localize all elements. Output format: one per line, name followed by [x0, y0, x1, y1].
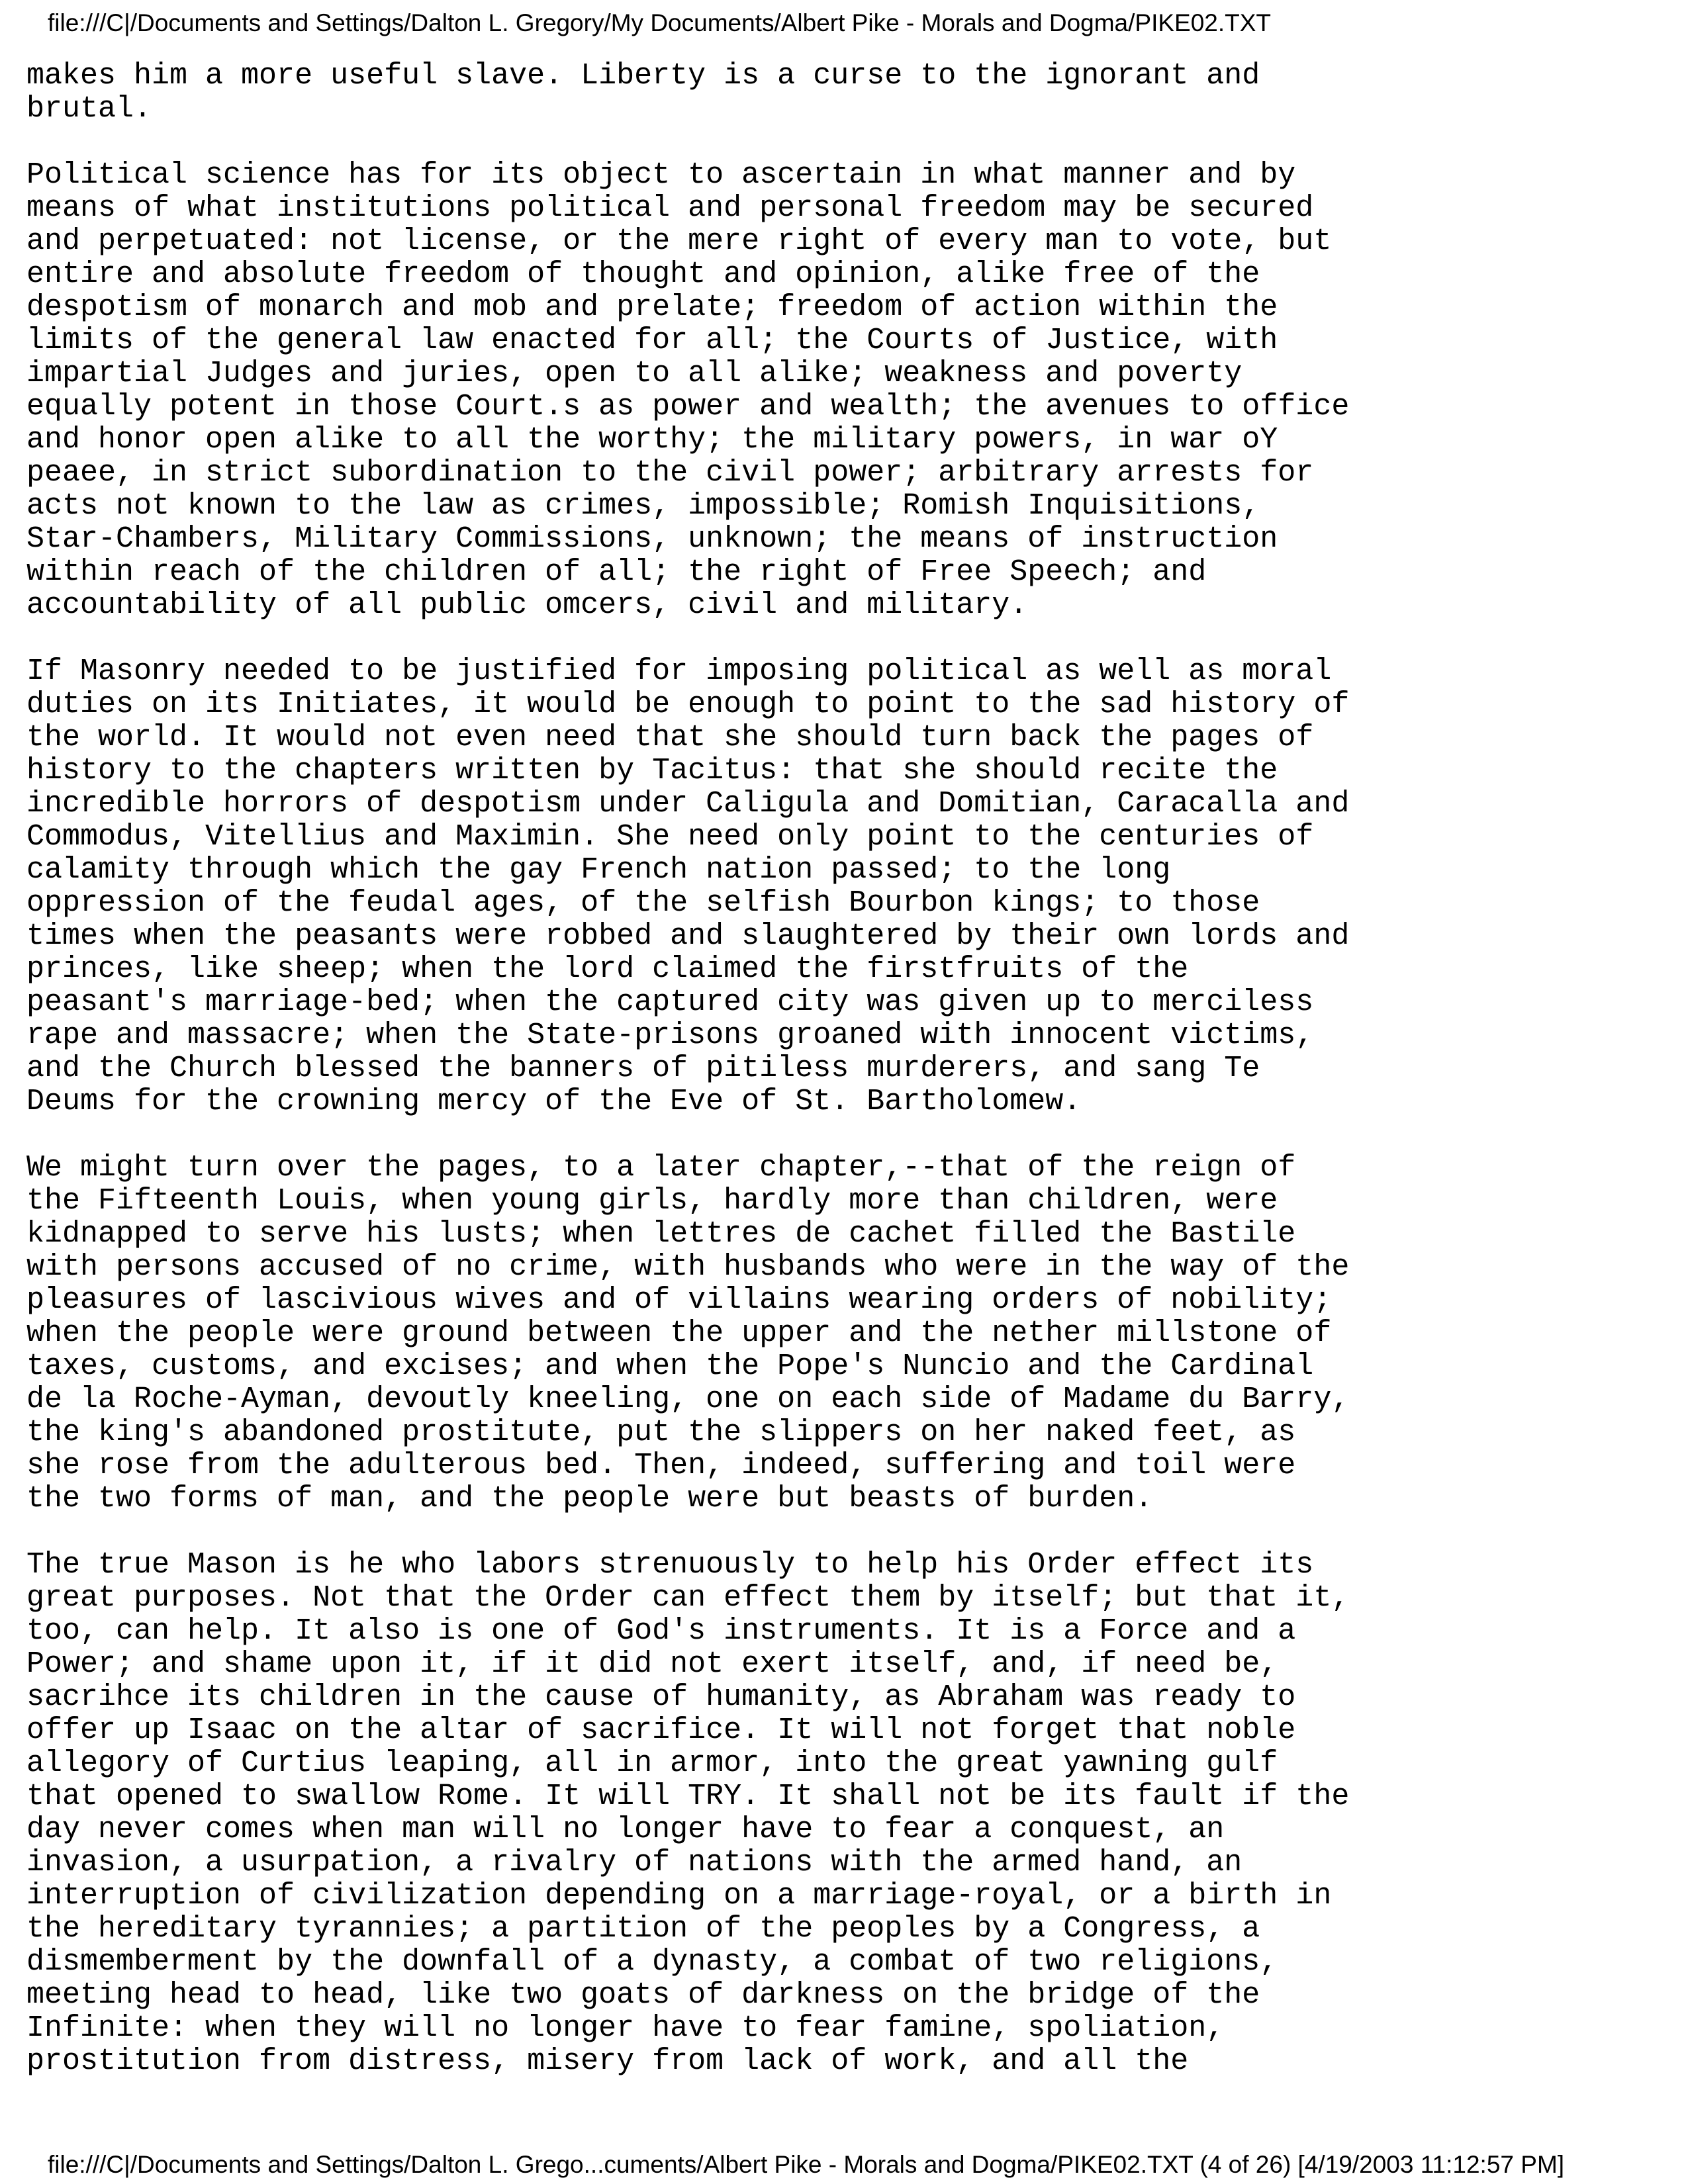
- document-body: [26, 60, 1648, 2111]
- paragraph-3: If Masonry needed to be justified for imposing political as well as moral duties on its Initiates, it would be enough to point to the sad history of the world. It would not even need that she should turn back the pages of history to the chapters written by Tacitus: that she should recite the incredible horrors of despotism under Caligula and Domitian, Caracalla and Commodus, Vitellius and Maximin. She need only point to the centuries of calamity through which the gay French nation passed; to the long oppression of the feudal ages, of the selfish Bourbon kings; to those times when the peasants were robbed and slaughtered by their own lords and princes, like sheep; when the lord claimed the firstfruits of the peasant's marriage-bed; when the captured city was given up to merciless rape and massacre; when the State-prisons groaned with innocent victims, and the Church blessed the banners of pitiless murderers, and sang Te Deums for the crowning mercy of the Eve of St. Bartholomew.: [26, 655, 1350, 1118]
- paragraph-2: Political science has for its object to ascertain in what manner and by means of what institutions political and personal freedom may be secured and perpetuated: not license, or the mere right of every man to vote, but entire and absolute freedom of thought and opinion, alike free of the despotism of monarch and mob and prelate; freedom of action within the limits of the general law enacted for all; the Courts of Justice, with impartial Judges and juries, open to all alike; weakness and poverty equally potent in those Court.s as power and wealth; the avenues to office and honor open alike to all the worthy; the military powers, in war oY peaee, in strict subordination to the civil power; arbitrary arrests for acts not known to the law as crimes, impossible; Romish Inquisitions, Star-Chambers, Military Commissions, unknown; the means of instruction within reach of the children of all; the right of Free Speech; and accountability of all public omcers, civil and military.: [26, 158, 1350, 622]
- paragraph-1: makes him a more useful slave. Liberty is a curse to the ignorant and brutal.: [26, 59, 1260, 126]
- paragraph-5: The true Mason is he who labors strenuously to help his Order effect its great purposes. Not that the Order can effect them by itself; but that it, too, can help. It also is one of God's instruments. It is a Force and a Power; and shame upon it, if it did not exert itself, and, if need be, sacrihce its children in the cause of humanity, as Abraham was ready to offer up Isaac on the altar of sacrifice. It will not forget that noble allegory of Curtius leaping, all in armor, into the great yawning gulf that opened to swallow Rome. It will TRY. It shall not be its fault if the day never comes when man will no longer have to fear a conquest, an invasion, a usurpation, a rivalry of nations with the armed hand, an interruption of civilization depending on a marriage-royal, or a birth in the hereditary tyrannies; a partition of the peoples by a Congress, a dismemberment by the downfall of a dynasty, a combat of two religions, meeting head to head, like two goats of darkness on the bridge of the Infinite: when they will no longer have to fear famine, spoliation, prostitution from distress, misery from lack of work, and all the: [26, 1548, 1350, 2078]
- paragraph-4: We might turn over the pages, to a later chapter,--that of the reign of the Fifteenth Louis, when young girls, hardly more than children, were kidnapped to serve his lusts; when lettres de cachet filled the Bastile with persons accused of no crime, with husbands who were in the way of the pleasures of lascivious wives and of villains wearing orders of nobility; when the people were ground between the upper and the nether millstone of taxes, customs, and excises; and when the Pope's Nuncio and the Cardinal de la Roche-Ayman, devoutly kneeling, one on each side of Madame du Barry, the king's abandoned prostitute, put the slippers on her naked feet, as she rose from the adulterous bed. Then, indeed, suffering and toil were the two forms of man, and the people were but beasts of burden.: [26, 1151, 1350, 1516]
- page-header-path: file:///C|/Documents and Settings/Dalton L. Gregory/My Documents/Albert Pike - Morals and Dogma/PIKE02.TXT: [48, 9, 1272, 36]
- page-footer: file:///C|/Documents and Settings/Dalton L. Grego...cuments/Albert Pike - Morals and Dogma/PIKE02.TXT (4 of 26) [4/19/2003 11:12:57 PM]: [48, 2151, 1565, 2178]
